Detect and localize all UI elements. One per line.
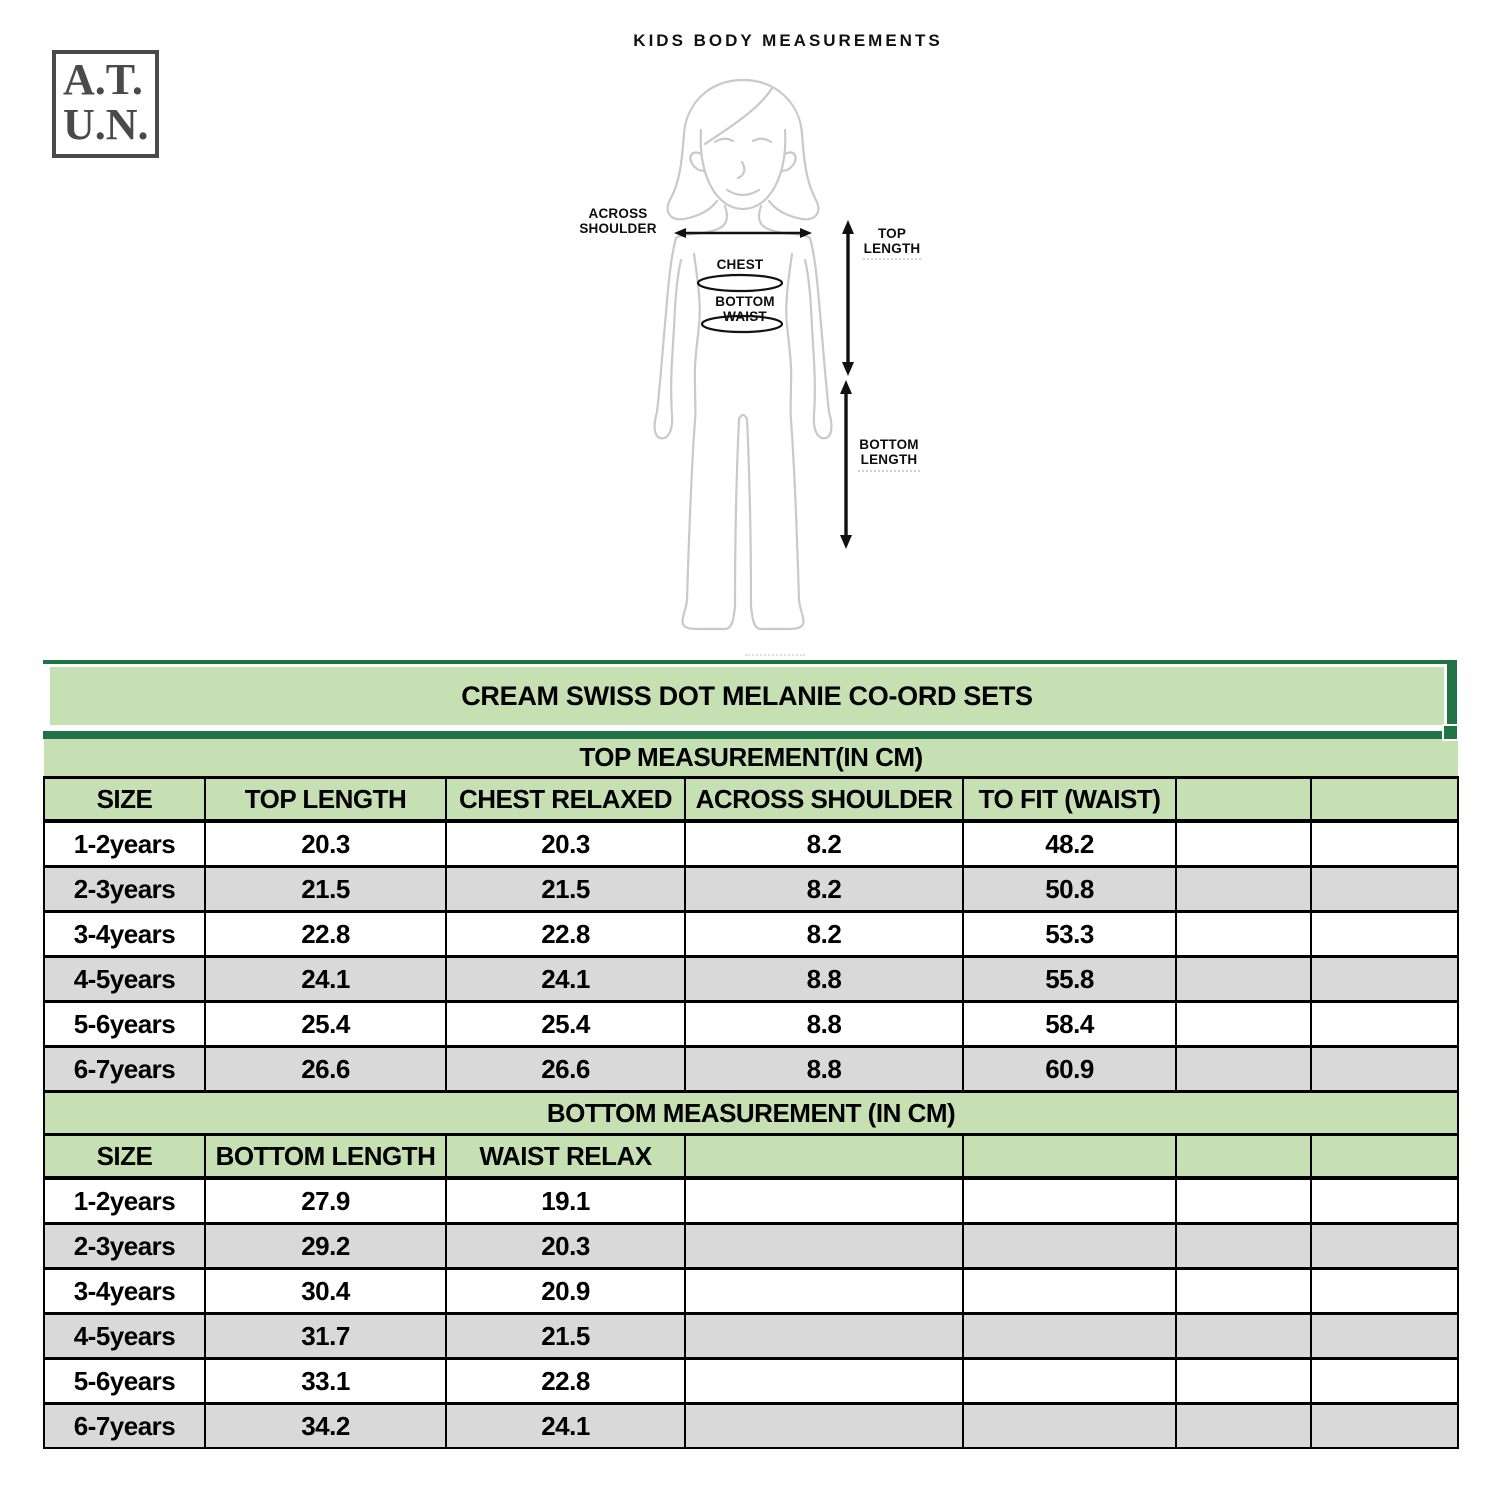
- value-cell: 20.3: [446, 1224, 685, 1269]
- header-cell: [685, 1135, 963, 1179]
- value-cell: [1311, 821, 1458, 867]
- table-row: [44, 1359, 1458, 1404]
- value-cell: [963, 1269, 1176, 1314]
- value-cell: 31.7: [205, 1314, 446, 1359]
- value-cell: 22.8: [205, 912, 446, 957]
- value-cell: [1311, 1359, 1458, 1404]
- value-cell: 24.1: [446, 957, 685, 1002]
- value-cell: 8.8: [685, 1047, 963, 1092]
- value-cell: [1176, 1002, 1311, 1047]
- value-cell: [1176, 1314, 1311, 1359]
- top-length-underline: [863, 258, 921, 260]
- value-cell: [1311, 1002, 1458, 1047]
- value-cell: [963, 1178, 1176, 1224]
- value-cell: [1311, 1224, 1458, 1269]
- chart-title-cell: [43, 664, 1457, 728]
- size-cell: 4-5years: [44, 957, 205, 1002]
- size-chart: [43, 660, 1457, 1449]
- value-cell: [685, 1314, 963, 1359]
- value-cell: 20.9: [446, 1269, 685, 1314]
- child-figure-illustration: [560, 62, 1020, 682]
- value-cell: 21.5: [446, 867, 685, 912]
- table-row: [44, 1047, 1458, 1092]
- value-cell: [685, 1224, 963, 1269]
- table-row: [44, 1178, 1458, 1224]
- value-cell: [963, 1314, 1176, 1359]
- value-cell: [1176, 1047, 1311, 1092]
- size-cell: 1-2years: [44, 1178, 205, 1224]
- value-cell: 25.4: [205, 1002, 446, 1047]
- value-cell: 20.3: [205, 821, 446, 867]
- value-cell: [1176, 1269, 1311, 1314]
- top-section-title-row: [44, 739, 1458, 778]
- size-cell: 4-5years: [44, 1314, 205, 1359]
- value-cell: [1176, 1178, 1311, 1224]
- value-cell: 34.2: [205, 1404, 446, 1449]
- size-cell: 5-6years: [44, 1359, 205, 1404]
- logo-line-1: A.T.: [63, 55, 143, 104]
- top-length-line1: TOP: [877, 226, 907, 241]
- bottom-length-label: [856, 437, 922, 467]
- value-cell: [685, 1178, 963, 1224]
- top-length-line2: LENGTH: [863, 241, 921, 257]
- value-cell: 26.6: [205, 1047, 446, 1092]
- value-cell: 21.5: [446, 1314, 685, 1359]
- value-cell: [1311, 912, 1458, 957]
- header-cell: SIZE: [44, 778, 205, 822]
- page-title: KIDS BODY MEASUREMENTS: [633, 31, 943, 50]
- value-cell: [685, 1359, 963, 1404]
- across-shoulder-line2: SHOULDER: [579, 221, 657, 237]
- size-cell: 3-4years: [44, 1269, 205, 1314]
- size-cell: 2-3years: [44, 1224, 205, 1269]
- header-cell: WAIST RELAX: [446, 1135, 685, 1179]
- value-cell: [1311, 867, 1458, 912]
- table-row: [44, 1404, 1458, 1449]
- section-title: TOP MEASUREMENT(IN CM): [44, 739, 1458, 778]
- value-cell: 8.2: [685, 867, 963, 912]
- value-cell: 53.3: [963, 912, 1176, 957]
- value-cell: [1176, 1404, 1311, 1449]
- bottom-length-underline: [858, 470, 920, 472]
- table-row: [44, 912, 1458, 957]
- value-cell: [685, 1404, 963, 1449]
- value-cell: 33.1: [205, 1359, 446, 1404]
- size-cell: 5-6years: [44, 1002, 205, 1047]
- value-cell: 50.8: [963, 867, 1176, 912]
- value-cell: 22.8: [446, 912, 685, 957]
- value-cell: [1176, 1224, 1311, 1269]
- value-cell: 20.3: [446, 821, 685, 867]
- table-row: [44, 867, 1458, 912]
- value-cell: 27.9: [205, 1178, 446, 1224]
- value-cell: [1176, 912, 1311, 957]
- value-cell: [963, 1359, 1176, 1404]
- header-cell: CHEST RELAXED: [446, 778, 685, 822]
- header-cell: [1176, 778, 1311, 822]
- measurement-table: [43, 739, 1459, 1449]
- value-cell: 24.1: [205, 957, 446, 1002]
- value-cell: 21.5: [205, 867, 446, 912]
- header-cell: SIZE: [44, 1135, 205, 1179]
- value-cell: [963, 1404, 1176, 1449]
- value-cell: 8.2: [685, 821, 963, 867]
- atun-logo: [52, 50, 159, 158]
- value-cell: 29.2: [205, 1224, 446, 1269]
- bottom-waist-label: [705, 294, 785, 324]
- top-length-label: [862, 226, 922, 256]
- table-row: [44, 1269, 1458, 1314]
- section-title: BOTTOM MEASUREMENT (IN CM): [44, 1092, 1458, 1135]
- value-cell: 8.8: [685, 1002, 963, 1047]
- size-cell: 1-2years: [44, 821, 205, 867]
- value-cell: 55.8: [963, 957, 1176, 1002]
- bottom-length-arrow: [840, 380, 852, 549]
- header-cell: [963, 1135, 1176, 1179]
- value-cell: [1311, 957, 1458, 1002]
- value-cell: [1311, 1178, 1458, 1224]
- bottom-waist-line2: WAIST: [723, 309, 767, 325]
- value-cell: [1311, 1314, 1458, 1359]
- header-cell: BOTTOM LENGTH: [205, 1135, 446, 1179]
- size-cell: 3-4years: [44, 912, 205, 957]
- value-cell: 22.8: [446, 1359, 685, 1404]
- top-header-row: [44, 778, 1458, 822]
- table-row: [44, 1314, 1458, 1359]
- logo-line-2: U.N.: [63, 100, 149, 149]
- size-cell: 2-3years: [44, 867, 205, 912]
- value-cell: [1176, 821, 1311, 867]
- value-cell: 19.1: [446, 1178, 685, 1224]
- header-cell: ACROSS SHOULDER: [685, 778, 963, 822]
- value-cell: 48.2: [963, 821, 1176, 867]
- bottom-header-row: [44, 1135, 1458, 1179]
- value-cell: [1311, 1047, 1458, 1092]
- top-length-arrow: [842, 220, 854, 376]
- bottom-waist-line1: BOTTOM: [715, 294, 775, 309]
- table-row: [44, 821, 1458, 867]
- value-cell: [1311, 1269, 1458, 1314]
- value-cell: [1176, 867, 1311, 912]
- header-cell: TOP LENGTH: [205, 778, 446, 822]
- value-cell: 60.9: [963, 1047, 1176, 1092]
- across-shoulder-arrow: [674, 228, 812, 238]
- value-cell: [1311, 1404, 1458, 1449]
- bottom-section-title-row: [44, 1092, 1458, 1135]
- header-cell: TO FIT (WAIST): [963, 778, 1176, 822]
- value-cell: [963, 1224, 1176, 1269]
- selection-border-bottom: [43, 728, 1457, 739]
- chest-label: CHEST: [716, 257, 764, 272]
- value-cell: 58.4: [963, 1002, 1176, 1047]
- size-cell: 6-7years: [44, 1404, 205, 1449]
- chest-ellipse: [698, 275, 782, 291]
- value-cell: 24.1: [446, 1404, 685, 1449]
- value-cell: 8.8: [685, 957, 963, 1002]
- value-cell: 26.6: [446, 1047, 685, 1092]
- across-shoulder-line1: ACROSS: [588, 206, 648, 221]
- table-row: [44, 957, 1458, 1002]
- size-cell: 6-7years: [44, 1047, 205, 1092]
- bottom-length-line2: LENGTH: [860, 452, 918, 468]
- child-outline: [655, 80, 832, 629]
- feet-dotted-line: [745, 654, 805, 656]
- header-cell: [1311, 1135, 1458, 1179]
- value-cell: [685, 1269, 963, 1314]
- value-cell: 8.2: [685, 912, 963, 957]
- chart-title: CREAM SWISS DOT MELANIE CO-ORD SETS: [461, 680, 1033, 711]
- value-cell: 25.4: [446, 1002, 685, 1047]
- header-cell: [1176, 1135, 1311, 1179]
- across-shoulder-label: [575, 206, 661, 236]
- table-row: [44, 1002, 1458, 1047]
- header-cell: [1311, 778, 1458, 822]
- value-cell: 30.4: [205, 1269, 446, 1314]
- value-cell: [1176, 1359, 1311, 1404]
- table-row: [44, 1224, 1458, 1269]
- selection-fill-handle: [1442, 724, 1459, 741]
- value-cell: [1176, 957, 1311, 1002]
- bottom-length-line1: BOTTOM: [859, 437, 919, 452]
